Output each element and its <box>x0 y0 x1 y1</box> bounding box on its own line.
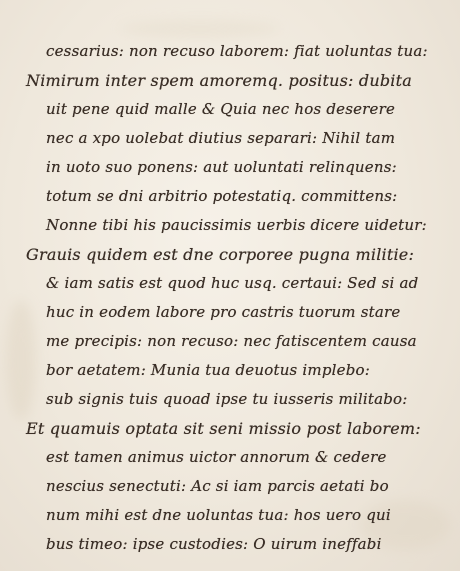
manuscript-line-16: nescius senectuti: Ac si iam parcis aetati bo <box>46 477 389 495</box>
manuscript-line-3: uit pene quid malle & Quia nec hos deserere <box>46 100 396 118</box>
manuscript-line-2: Nimirum inter spem amoremq. positus: dubita <box>26 71 412 90</box>
manuscript-line-9: & iam satis est quod huc usq. certaui: Sed si ad <box>46 274 419 292</box>
manuscript-line-18: bus timeo: ipse custodies: O uirum ineffabi <box>46 535 382 553</box>
manuscript-line-7: Nonne tibi his paucissimis uerbis dicere uidetur: <box>46 216 427 234</box>
manuscript-line-17: num mihi est dne uoluntas tua: hos uero qui <box>46 506 391 524</box>
manuscript-line-15: est tamen animus uictor annorum & cedere <box>46 448 387 466</box>
manuscript-line-10: huc in eodem labore pro castris tuorum stare <box>46 303 401 321</box>
manuscript-line-13: sub signis tuis quoad ipse tu iusseris militabo: <box>46 390 408 408</box>
manuscript-line-11: me precipis: non recuso: nec fatiscentem causa <box>46 332 417 350</box>
manuscript-line-14: Et quamuis optata sit seni missio post laborem: <box>26 419 421 438</box>
manuscript-line-1: cessarius: non recuso laborem: fiat uoluntas tua: <box>46 42 428 60</box>
manuscript-line-12: bor aetatem: Munia tua deuotus implebo: <box>46 361 371 379</box>
manuscript-line-6: totum se dni arbitrio potestatiq. committens: <box>46 187 398 205</box>
manuscript-line-8: Grauis quidem est dne corporee pugna militie: <box>26 245 415 264</box>
manuscript-line-5: in uoto suo ponens: aut uoluntati relinquens: <box>46 158 397 176</box>
manuscript-line-4: nec a xpo uolebat diutius separari: Nihil tam <box>46 129 396 147</box>
